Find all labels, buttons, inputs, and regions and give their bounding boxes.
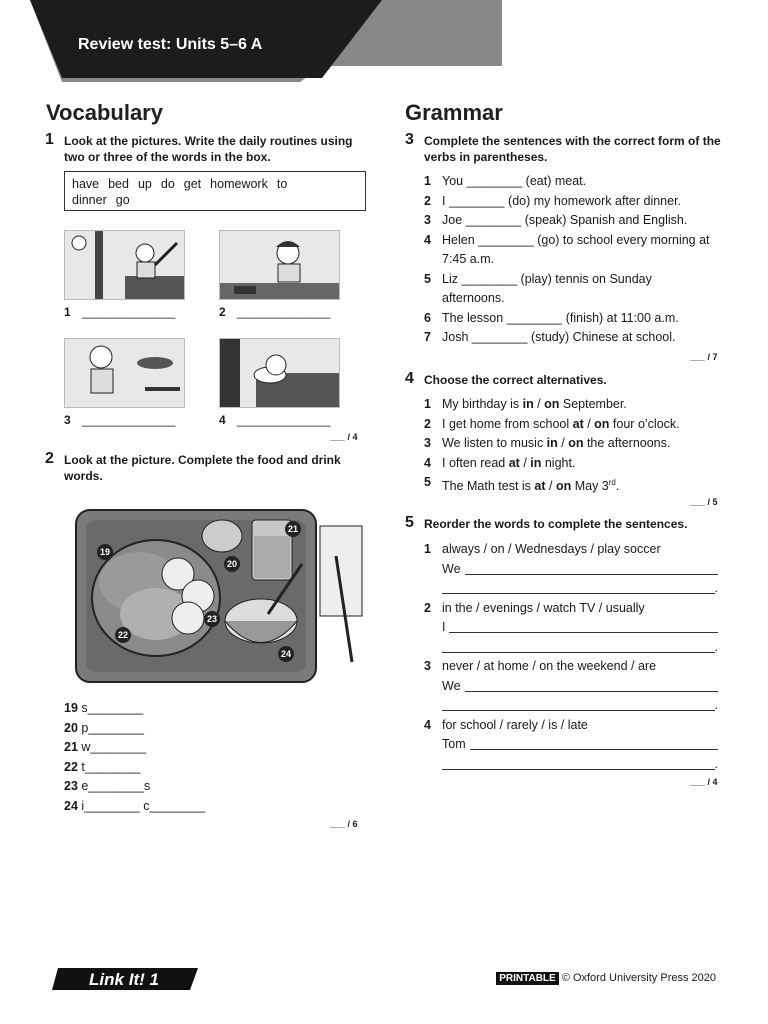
item-text: I ________ (do) my homework after dinner. [442,193,682,208]
answer-row [424,755,718,775]
q1-instruction: Look at the pictures. Write the daily routines using two or three of the words in the box. [64,134,353,164]
item-text: Liz ________ (play) tennis on Sunday afternoons. [442,271,652,305]
q1-answer-line: ______________ [82,413,176,427]
sentence-end: . [714,698,718,712]
item-number: 24 [64,798,78,813]
q2-number: 2 [45,450,54,467]
alternative-b[interactable]: in [530,455,542,470]
word-box-item: go [115,193,130,207]
q3-score: ___ / 7 [690,352,718,362]
picture-have-dinner [64,338,185,408]
q2-instruction: Look at the picture. Complete the food and drink words. [64,453,341,483]
answer-line[interactable] [442,757,715,770]
q5-instruction: Reorder the words to complete the sentences. [424,517,688,531]
item-words: for school / rarely / is / late [442,717,588,732]
item-number: 7 [424,330,431,344]
sentence-start: We [442,561,461,576]
separator: / [557,436,569,450]
callout-24: 24 [280,649,292,659]
alternative-a[interactable]: at [572,416,584,431]
item-text: w________ [81,740,147,754]
sentence-start: I [442,620,446,634]
item-text: the afternoons. [583,436,671,450]
picture-get-up [64,230,185,300]
superscript: rd [608,478,616,487]
list-item [424,434,724,454]
word-box-item: do [160,177,175,191]
item-text: i________ c________ [81,798,206,813]
word-box-item: to [276,177,288,191]
item-text: e________s [81,779,151,793]
alternative-a[interactable]: at [534,479,546,494]
list-item [64,699,205,719]
q1-item-number: 4 [219,413,226,427]
word-box-item: dinner [72,193,107,207]
q1-number: 1 [45,131,54,148]
item-number: 1 [424,174,431,188]
page-title: Review test: Units 5–6 A [78,36,263,53]
q5-score: ___ / 4 [690,777,718,787]
answer-line[interactable] [465,679,718,692]
list-item [424,657,718,677]
callout-19: 19 [99,547,111,557]
alternative-b[interactable]: on [594,416,610,431]
q1-answer-line: ______________ [82,305,176,319]
sentence-end: . [714,756,718,771]
item-text: September. [559,397,627,411]
item-number: 19 [64,701,78,715]
item-text: p________ [81,720,144,735]
alternative-b[interactable]: on [568,436,584,450]
q1-answer-line: ______________ [237,413,331,427]
q1-score: ___ / 4 [330,432,358,442]
q1-answer-line: ______________ [237,305,331,319]
list-item [424,716,718,736]
list-item [424,599,718,619]
q3-instruction: Complete the sentences with the correct form of the verbs in parentheses. [424,134,721,164]
item-text: You ________ (eat) meat. [442,174,587,188]
answer-row [424,735,718,755]
q3-list [424,172,724,348]
list-item [424,454,724,474]
item-number: 4 [424,717,431,732]
word-box-item: up [137,177,152,191]
q1-item-number: 2 [219,305,226,319]
list-item [424,328,724,348]
answer-line[interactable] [470,737,718,750]
item-text: I get home from school [442,416,573,431]
word-box [64,171,366,211]
q1-item-number: 1 [64,305,71,319]
item-number: 3 [424,436,431,450]
item-text: Joe ________ (speak) Spanish and English. [442,213,688,227]
sentence-end: . [714,581,718,595]
separator: / [583,416,595,431]
list-item [424,211,724,231]
sentence-start: We [442,678,461,693]
word-box-item: have [72,177,100,191]
footer-credit [496,972,716,984]
q4-instruction: Choose the correct alternatives. [424,373,607,387]
list-item [64,797,205,817]
food-tray-picture [64,496,368,690]
list-item [64,719,205,739]
answer-line[interactable] [465,562,718,575]
q5-number: 5 [405,514,414,531]
picture-do-homework [219,230,340,300]
item-text: I often read [442,455,509,470]
item-number: 3 [424,659,431,673]
q3-number: 3 [405,131,414,148]
word-box-item: homework [210,177,268,191]
sentence-start: Tom [442,737,466,751]
list-item [424,192,724,212]
item-text: The lesson ________ (finish) at 11:00 a.m. [442,310,679,325]
item-text: My birthday is [442,397,523,411]
separator: / [519,455,531,470]
answer-line[interactable] [442,698,715,711]
answer-line[interactable] [442,581,715,594]
item-number: 2 [424,193,431,208]
separator: / [533,397,545,411]
word-box-item: bed [108,177,129,191]
food-words-list [64,699,205,816]
item-number: 5 [424,271,431,286]
q5-list [424,540,718,774]
item-number: 3 [424,213,431,227]
q4-number: 4 [405,370,414,387]
item-words: in the / evenings / watch TV / usually [442,600,645,615]
item-words: always / on / Wednesdays / play soccer [442,542,661,556]
word-box-item: get [183,177,202,191]
item-number: 2 [424,600,431,615]
item-number: 1 [424,542,431,556]
item-text: We listen to music [442,436,547,450]
list-item [64,777,205,797]
answer-row [424,618,718,638]
answer-row [424,560,718,580]
item-number: 4 [424,455,431,470]
callout-21: 21 [287,524,299,534]
item-text: night. [541,455,576,470]
item-number: 23 [64,779,78,793]
item-number: 6 [424,310,431,325]
item-text: s________ [81,701,144,715]
item-number: 21 [64,740,78,754]
alternative-a[interactable]: in [546,436,558,450]
item-number: 20 [64,720,78,735]
list-item [424,540,718,560]
printable-badge: PRINTABLE [496,972,558,985]
list-item [424,395,724,415]
item-text: four o’clock. [609,416,680,431]
list-item [64,738,205,758]
item-number: 5 [424,475,431,489]
item-words: never / at home / on the weekend / are [442,659,657,673]
answer-row [424,696,718,716]
list-item [424,270,682,309]
item-number: 2 [424,416,431,431]
answer-line[interactable] [449,620,718,633]
callout-22: 22 [117,630,129,640]
alternative-a[interactable]: in [522,397,534,411]
logo-text: Link It! 1 [89,970,159,989]
list-item [424,309,724,329]
q2-score: ___ / 6 [330,819,358,829]
list-item [424,415,724,435]
alternative-b[interactable]: on [544,397,560,411]
q4-score: ___ / 5 [690,497,718,507]
item-text: The Math test is [442,479,535,494]
callout-20: 20 [226,559,238,569]
q1-item-number: 3 [64,413,71,427]
item-text: . [615,479,620,494]
sentence-end: . [714,639,718,654]
separator: / [545,479,556,494]
answer-row [424,638,718,658]
item-number: 1 [424,397,431,411]
picture-go-to-bed [219,338,340,408]
q4-list [424,395,724,497]
list-item [64,758,205,778]
list-item [424,231,724,270]
answer-row [424,579,718,599]
grammar-heading: Grammar [405,100,503,125]
item-number: 4 [424,232,431,247]
alternative-a[interactable]: at [508,455,520,470]
item-number: 22 [64,759,78,774]
item-text: Josh ________ (study) Chinese at school. [442,330,676,344]
link-it-logo [52,966,198,992]
answer-line[interactable] [442,640,715,653]
item-text: Helen ________ (go) to school every morning at 7:45 a.m. [442,232,710,266]
item-text: t________ [81,759,141,774]
alternative-b[interactable]: on [555,479,572,494]
copyright-text: © Oxford University Press 2020 [561,972,716,984]
answer-row [424,677,718,697]
list-item [424,473,724,497]
item-text: May 3 [571,479,609,494]
vocabulary-heading: Vocabulary [46,100,163,125]
list-item [424,172,724,192]
callout-23: 23 [206,614,218,624]
